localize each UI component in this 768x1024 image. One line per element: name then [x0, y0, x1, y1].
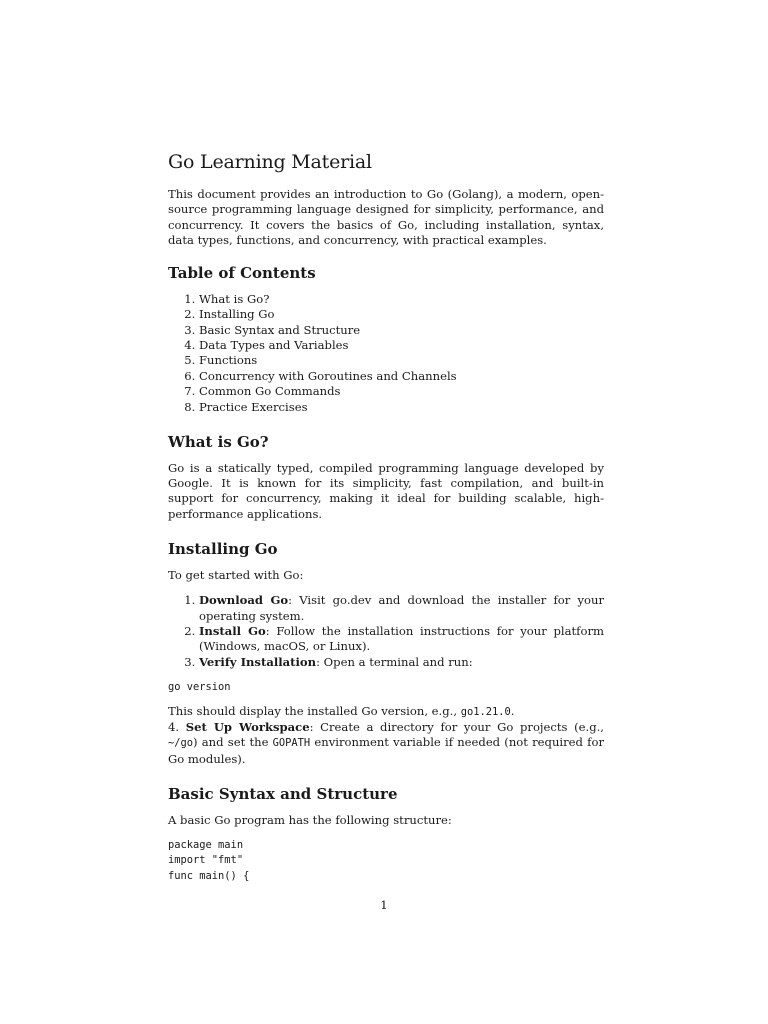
toc-item: 4. Data Types and Variables — [199, 338, 604, 353]
install-followup-text: This should display the installed Go version, e.g., — [168, 703, 461, 718]
gopath-variable: GOPATH — [272, 737, 311, 750]
install-steps-list — [168, 593, 604, 670]
install-step-4-text: : Create a directory for your Go projects (e.g., — [309, 719, 604, 734]
go-version-example: go1.21.0 — [460, 705, 511, 718]
document-title: Go Learning Material — [168, 151, 372, 173]
install-step-text: : Follow the installation instructions for your platform (Windows, macOS, or Linux). — [199, 623, 604, 654]
install-step — [199, 593, 604, 624]
install-step-text: : Visit go.dev and download the installer for your operating system. — [199, 593, 604, 623]
workspace-path: ~/go — [168, 737, 194, 750]
install-followup-paragraph — [168, 704, 604, 720]
install-followup-suffix: . — [510, 703, 515, 718]
toc-heading: Table of Contents — [168, 264, 316, 283]
what-is-go-heading: What is Go? — [168, 433, 269, 452]
install-step-text: : Open a terminal and run: — [316, 654, 473, 669]
basic-syntax-lead: A basic Go program has the following structure: — [168, 812, 452, 827]
install-step-label: Install Go — [199, 623, 266, 638]
toc-item: 5. Functions — [199, 353, 604, 368]
toc-item: 6. Concurrency with Goroutines and Channels — [199, 369, 604, 384]
install-step-4-label: Set Up Workspace — [185, 719, 310, 734]
installing-heading: Installing Go — [168, 540, 278, 559]
what-is-go-paragraph: Go is a statically typed, compiled programming language developed by Google. It is known for its simplicity, fast compilation, and built-in support for concurrency, making it ideal for building scalable, high-performance applications. — [168, 460, 604, 521]
toc-item: 2. Installing Go — [199, 307, 604, 322]
install-step-4-paragraph — [168, 720, 604, 767]
install-step — [199, 655, 604, 670]
intro-paragraph: This document provides an introduction to Go (Golang), a modern, open-source programming language designed for simplicity, performance, and concurrency. It covers the basics of Go, including installation, syntax, data types, functions, and concurrency, with practical examples. — [168, 186, 604, 247]
basic-syntax-heading: Basic Syntax and Structure — [168, 785, 398, 804]
toc-item: 7. Common Go Commands — [199, 384, 604, 399]
document-page — [168, 150, 604, 892]
toc-item: 3. Basic Syntax and Structure — [199, 323, 604, 338]
toc-item: 8. Practice Exercises — [199, 400, 604, 415]
go-version-command: go version — [168, 681, 231, 694]
install-step-label: Verify Installation — [199, 654, 317, 669]
page-number: 1 — [380, 898, 388, 912]
toc-list — [168, 292, 604, 415]
install-step-4-number: 4. — [168, 719, 180, 734]
toc-item: 1. What is Go? — [199, 292, 604, 307]
installing-lead: To get started with Go: — [168, 567, 304, 582]
install-step-label: Download Go — [199, 593, 289, 608]
basic-program-code: package main import "fmt" func main() { — [168, 839, 250, 882]
install-step-4-text: environment variable if needed (not required for Go modules). — [168, 735, 604, 766]
install-step-4-text: ) and set the — [193, 735, 273, 750]
install-step — [199, 624, 604, 655]
